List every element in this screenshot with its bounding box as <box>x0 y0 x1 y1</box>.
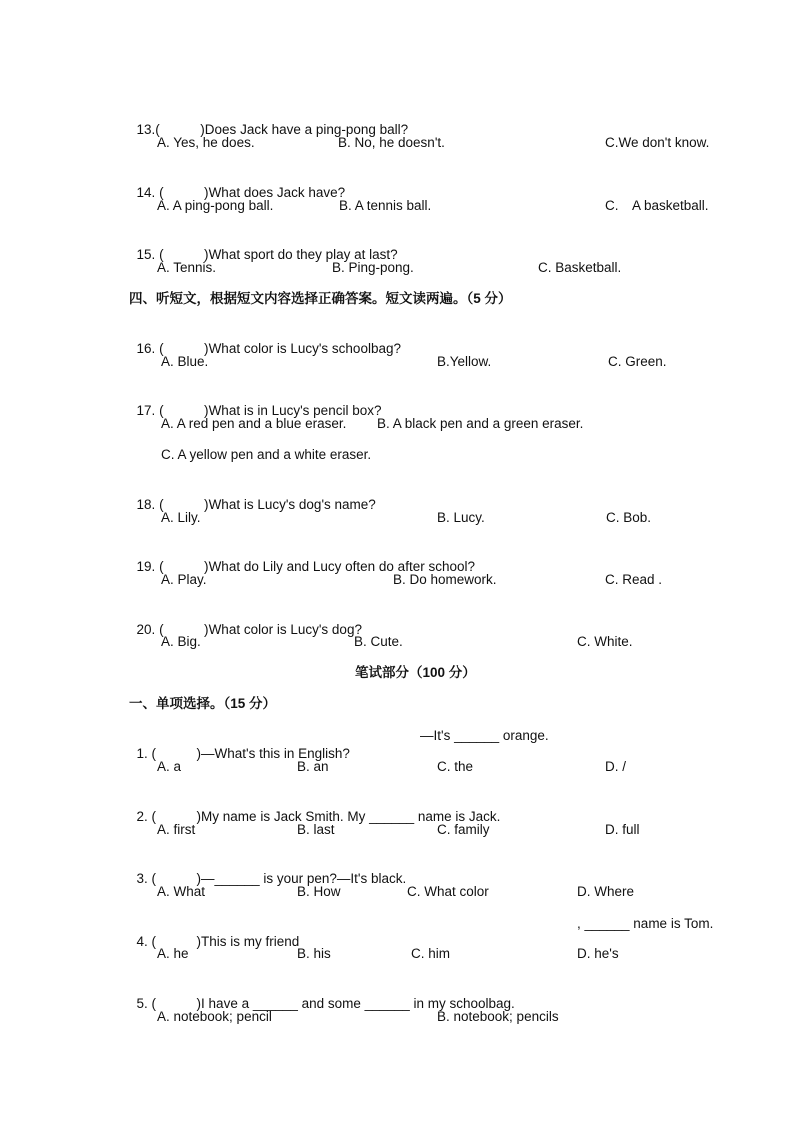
option: C. Bob. <box>606 510 652 525</box>
question-text: My name is Jack Smith. My ______ name is Jack. <box>201 809 501 824</box>
answer-paren: ( ) <box>151 871 202 886</box>
option: A. A ping-pong ball. <box>157 198 274 213</box>
option: B. his <box>297 946 331 961</box>
answer-paren: ( ) <box>159 622 209 637</box>
option: B.Yellow. <box>437 354 492 369</box>
option: C. White. <box>577 634 633 649</box>
option: A. a <box>157 759 182 774</box>
option: B. an <box>297 759 329 774</box>
question-number: 20. <box>136 622 156 637</box>
option: B. Ping-pong. <box>332 260 414 275</box>
question-text: What do Lily and Lucy often do after school? <box>208 559 475 574</box>
option: C.We don't know. <box>605 135 710 150</box>
option: B. notebook; pencils <box>437 1009 559 1024</box>
question-text: What is Lucy's dog's name? <box>208 497 376 512</box>
option: D. / <box>605 759 627 774</box>
option: A. Yes, he does. <box>157 135 255 150</box>
option: D. full <box>605 822 640 837</box>
option: A. Play. <box>161 572 207 587</box>
answer-paren: ( ) <box>159 403 209 418</box>
question-number: 4. <box>136 934 148 949</box>
option: B. Cute. <box>354 634 403 649</box>
question-text: What is in Lucy's pencil box? <box>208 403 382 418</box>
written-question-4 <box>129 915 299 951</box>
question-text-continued: , ______ name is Tom. <box>577 916 714 931</box>
answer-paren: ( ) <box>151 996 202 1011</box>
option: B. Lucy. <box>437 510 485 525</box>
question-text: —______ is your pen?—It's black. <box>201 871 407 886</box>
option: D. Where <box>577 884 635 899</box>
question-number: 15. <box>136 247 156 262</box>
question-number: 14. <box>136 185 156 200</box>
option: B. last <box>297 822 335 837</box>
option: C. Basketball. <box>538 260 622 275</box>
option: A. notebook; pencil <box>157 1009 272 1024</box>
answer-paren: ( ) <box>159 559 209 574</box>
question-text: Does Jack have a ping-pong ball? <box>204 122 409 137</box>
option: D. he's <box>577 946 619 961</box>
answer-paren: ( ) <box>159 247 209 262</box>
question-text: This is my friend <box>201 934 300 949</box>
question-number: 1. <box>136 746 148 761</box>
answer-paren: ( ) <box>155 122 205 137</box>
question-text: What color is Lucy's dog? <box>208 622 362 637</box>
question-number: 3. <box>136 871 148 886</box>
option: C. Read . <box>605 572 663 587</box>
option: C. A basketball. <box>605 198 709 213</box>
option: C. family <box>437 822 490 837</box>
option: C. What color <box>407 884 489 899</box>
option: B. A black pen and a green eraser. <box>377 416 584 431</box>
option: A. What <box>157 884 206 899</box>
answer-paren: ( ) <box>159 497 209 512</box>
question-number: 17. <box>136 403 156 418</box>
option: A. Big. <box>161 634 201 649</box>
answer-paren: ( ) <box>151 934 202 949</box>
option: A. he <box>157 946 189 961</box>
question-text: What does Jack have? <box>208 185 346 200</box>
answer-paren: ( ) <box>159 185 209 200</box>
section-title: 四、听短文，根据短文内容选择正确答案。短文读两遍。（5 分） <box>129 291 512 306</box>
answer-paren: ( ) <box>151 746 202 761</box>
option: B. No, he doesn't. <box>338 135 445 150</box>
option: A. Blue. <box>161 354 209 369</box>
question-number: 2. <box>136 809 148 824</box>
option: C. the <box>437 759 474 774</box>
question-text-reply: —It's ______ orange. <box>420 728 549 743</box>
option: C. him <box>411 946 451 961</box>
option: A. A red pen and a blue eraser. <box>161 416 347 431</box>
part-title: 笔试部分（100 分） <box>355 665 476 680</box>
option: B. How <box>297 884 341 899</box>
question-text: What color is Lucy's schoolbag? <box>208 341 401 356</box>
answer-paren: ( ) <box>151 809 202 824</box>
question-number: 13. <box>136 122 156 137</box>
option: C. A yellow pen and a white eraser. <box>161 447 372 462</box>
option: B. A tennis ball. <box>339 198 432 213</box>
question-number: 16. <box>136 341 156 356</box>
question-number: 19. <box>136 559 156 574</box>
option: A. Tennis. <box>157 260 217 275</box>
option: B. Do homework. <box>393 572 497 587</box>
answer-paren: ( ) <box>159 341 209 356</box>
question-number: 5. <box>136 996 148 1011</box>
option: C. Green. <box>608 354 667 369</box>
question-text: I have a ______ and some ______ in my schoolbag. <box>201 996 515 1011</box>
question-text: What sport do they play at last? <box>208 247 398 262</box>
option: A. Lily. <box>161 510 201 525</box>
question-number: 18. <box>136 497 156 512</box>
option: A. first <box>157 822 196 837</box>
section-title: 一、单项选择。（15 分） <box>129 696 277 711</box>
question-text: —What's this in English? <box>201 746 350 761</box>
